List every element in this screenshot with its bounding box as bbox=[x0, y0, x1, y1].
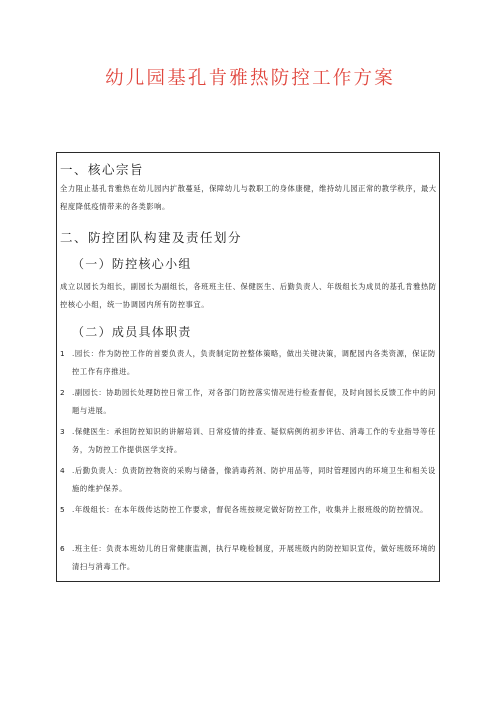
duty-text: .班主任：负责本班幼儿的日常健康监测，执行早晚检制度，开展班级内的防控知识宣传，做好班级环境的清扫与消毒工作。 bbox=[72, 544, 436, 571]
duty-text: .保健医生：承担防控知识的讲解培训、日常疫情的排查、疑似病例的初步评估、消毒工作的专业指导等任务，为防控工作提供医学支持。 bbox=[72, 427, 436, 454]
section-heading-team: 二、防控团队构建及责任划分 bbox=[60, 230, 243, 245]
duty-item bbox=[60, 423, 438, 459]
subsection-heading-core-group: （一）防控核心小组 bbox=[72, 257, 192, 271]
duty-item bbox=[60, 540, 438, 576]
duty-item bbox=[60, 501, 438, 519]
duty-text: .年级组长：在本年级传达防控工作要求，督促各班按规定做好防控工作，收集并上报班级的防控情况。 bbox=[72, 505, 428, 514]
core-purpose-text: 全力阻止基孔肯雅热在幼儿园内扩散蔓延，保障幼儿与教职工的身体康健，维持幼儿园正常的教学秩序，最大程度降低疫情带来的各类影响。 bbox=[60, 184, 437, 211]
subsection-heading-duties: （二）成员具体职责 bbox=[72, 325, 192, 339]
duty-item bbox=[60, 462, 438, 498]
duty-number: 3 bbox=[60, 427, 66, 436]
section-heading-core-purpose: 一、核心宗旨 bbox=[60, 162, 145, 177]
duty-text: .园长：作为防控工作的首要负责人，负责制定防控整体策略，做出关键决策，调配园内各类资源，保证防控工作有序推进。 bbox=[72, 349, 436, 376]
duty-item bbox=[60, 345, 438, 381]
duty-text: .副园长：协助园长处理防控日常工作，对各部门防控落实情况进行检查督促，及时向园长反馈工作中的问题与进展。 bbox=[72, 388, 436, 415]
duty-number: 4 bbox=[60, 466, 66, 475]
duty-number: 6 bbox=[60, 544, 66, 553]
duty-number: 2 bbox=[60, 388, 66, 397]
duty-text: .后勤负责人：负责防控物资的采购与储备，像消毒药剂、防护用品等，同时管理园内的环境卫生和相关设施的维护保养。 bbox=[72, 466, 436, 493]
core-group-text: 成立以园长为组长，副园长为副组长，各班班主任、保健医生、后勤负责人、年级组长为成员的基孔肯雅热防控核心小组，统一协调园内所有防控事宜。 bbox=[60, 282, 437, 309]
document-title: 幼儿园基孔肯雅热防控工作方案 bbox=[105, 68, 395, 89]
duty-number: 1 bbox=[60, 349, 66, 358]
duty-number: 5 bbox=[60, 505, 66, 514]
duty-item bbox=[60, 384, 438, 420]
